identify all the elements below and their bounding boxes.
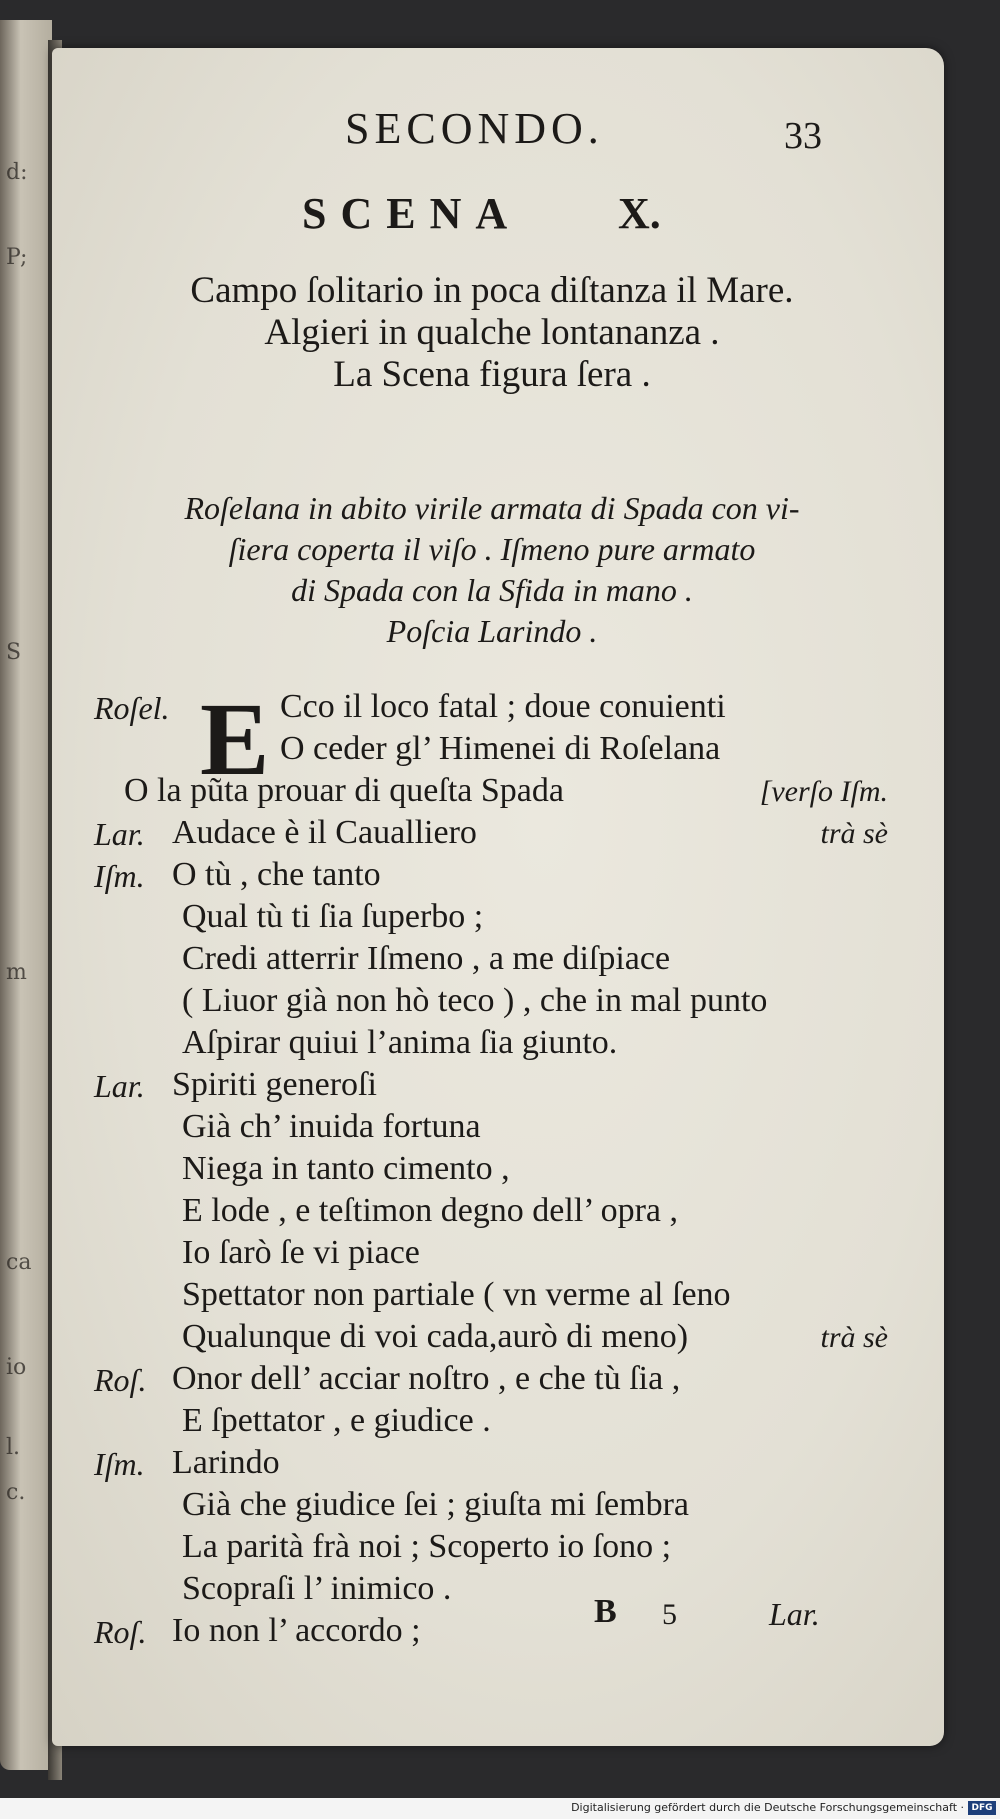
speaker-name: Roſ. [94,1614,147,1650]
stage-aside: trà sè [820,817,888,850]
stage-direction-line: ſiera coperta il viſo . Iſmeno pure armato [228,531,756,567]
speaker-name: Lar. [94,1068,145,1104]
dialogue-line [52,1276,944,1318]
dialogue-line [52,1444,944,1486]
dialogue-line [52,982,944,1024]
left-page-fragment: ca [6,1250,32,1275]
verse-text: Già che giudice ſei ; giuſta mi ſembra [182,1486,689,1523]
dialogue-line [52,772,944,814]
left-page-fragment: m [6,960,27,985]
verse-text: E ſpettator , e giudice . [182,1402,491,1439]
dialogue-line [52,688,944,730]
catchword: Lar. [769,1596,820,1632]
dialogue-line [52,856,944,898]
verse-text: Audace è il Caualliero [172,814,477,851]
dialogue-line [52,1234,944,1276]
left-page-fragment: d: [6,160,28,185]
speaker-name: Roſel. [94,690,170,726]
scene-title: SCENA [302,189,522,238]
dialogue-line [52,1150,944,1192]
setting-line: Algieri in qualche lontananza . [264,312,720,353]
verse-text: Larindo [172,1444,280,1481]
setting-line: La Scena figura ſera . [333,354,651,395]
verse-text: Spettator non partiale ( vn verme al ſeno [182,1276,731,1313]
drop-cap: E [200,682,270,797]
signature-number: 5 [662,1598,677,1631]
dialogue-line [52,1360,944,1402]
dialogue-line [52,1402,944,1444]
verse-text: Cco il loco fatal ; doue conuienti [280,688,726,725]
verse-text: O la pũta prouar di queſta Spada [124,772,564,809]
stage-direction-line: Roſelana in abito virile armata di Spada con vi- [184,490,800,526]
page-number: 33 [784,115,822,157]
verse-text: Aſpirar quiui l’anima ſia giunto. [182,1024,618,1061]
speaker-name: Lar. [94,816,145,852]
footer-credit: Digitalisierung gefördert durch die Deutsche Forschungsgemeinschaft · [571,1801,964,1814]
verse-text: O ceder gl’ Himenei di Roſelana [280,730,721,767]
dialogue-line [52,1066,944,1108]
dialogue-line [52,1024,944,1066]
left-page-fragment: l. [6,1435,21,1460]
verse-text: E lode , e teſtimon degno dell’ opra , [182,1192,679,1229]
left-page-fragment: c. [6,1480,26,1505]
dialogue-line [52,1108,944,1150]
speaker-name: Iſm. [94,858,145,894]
verse-text: Onor dell’ acciar noſtro , e che tù ſia , [172,1360,681,1397]
verse-text: Credi atterrir Iſmeno , a me diſpiace [182,940,671,977]
running-head: SECONDO. [345,104,604,153]
verse-text: La parità frà noi ; Scoperto io ſono ; [182,1528,672,1565]
dialogue-line [52,1486,944,1528]
verse-text: Niega in tanto cimento , [182,1150,510,1187]
stage-aside: [verſo Iſm. [759,775,888,808]
stage-aside: trà sè [820,1321,888,1354]
scene-number: X. [618,189,661,238]
verse-text: Io non l’ accordo ; [172,1612,421,1649]
footer-bar [0,1798,1000,1819]
verse-text: Spiriti generoſi [172,1066,377,1103]
left-page-fragment: io [6,1355,27,1380]
verse-text: Qual tù ti ſia ſuperbo ; [182,898,484,935]
dialogue-line [52,814,944,856]
left-page-fragment: S [6,640,22,665]
verse-text: Qualunque di voi cada,aurò di meno) [182,1318,689,1355]
stage-direction-line: Poſcia Larindo . [386,613,598,649]
dialogue-line [52,1528,944,1570]
stage-direction [92,488,892,652]
scene-setting [92,270,892,396]
book-page [52,48,944,1746]
verse-text: ( Liuor già non hò teco ) , che in mal punto [182,982,768,1019]
dfg-logo: DFG [968,1801,996,1815]
dialogue-line [52,898,944,940]
previous-page-edge [0,20,52,1770]
setting-line: Campo ſolitario in poca diſtanza il Mare. [190,270,794,311]
verse-text: Già ch’ inuida fortuna [182,1108,481,1145]
dialogue-line [52,940,944,982]
dialogue-line [52,730,944,772]
left-page-fragment: P; [6,245,28,270]
verse-text: O tù , che tanto [172,856,381,893]
stage-direction-line: di Spada con la Sfida in mano . [291,572,693,608]
signature-letter: B [594,1593,617,1630]
verse-text: Io ſarò ſe vi piace [182,1234,420,1271]
speaker-name: Roſ. [94,1362,147,1398]
dialogue-line [52,1318,944,1360]
dialogue-line [52,1192,944,1234]
verse-text: Scopraſi l’ inimico . [182,1570,452,1607]
speaker-name: Iſm. [94,1446,145,1482]
